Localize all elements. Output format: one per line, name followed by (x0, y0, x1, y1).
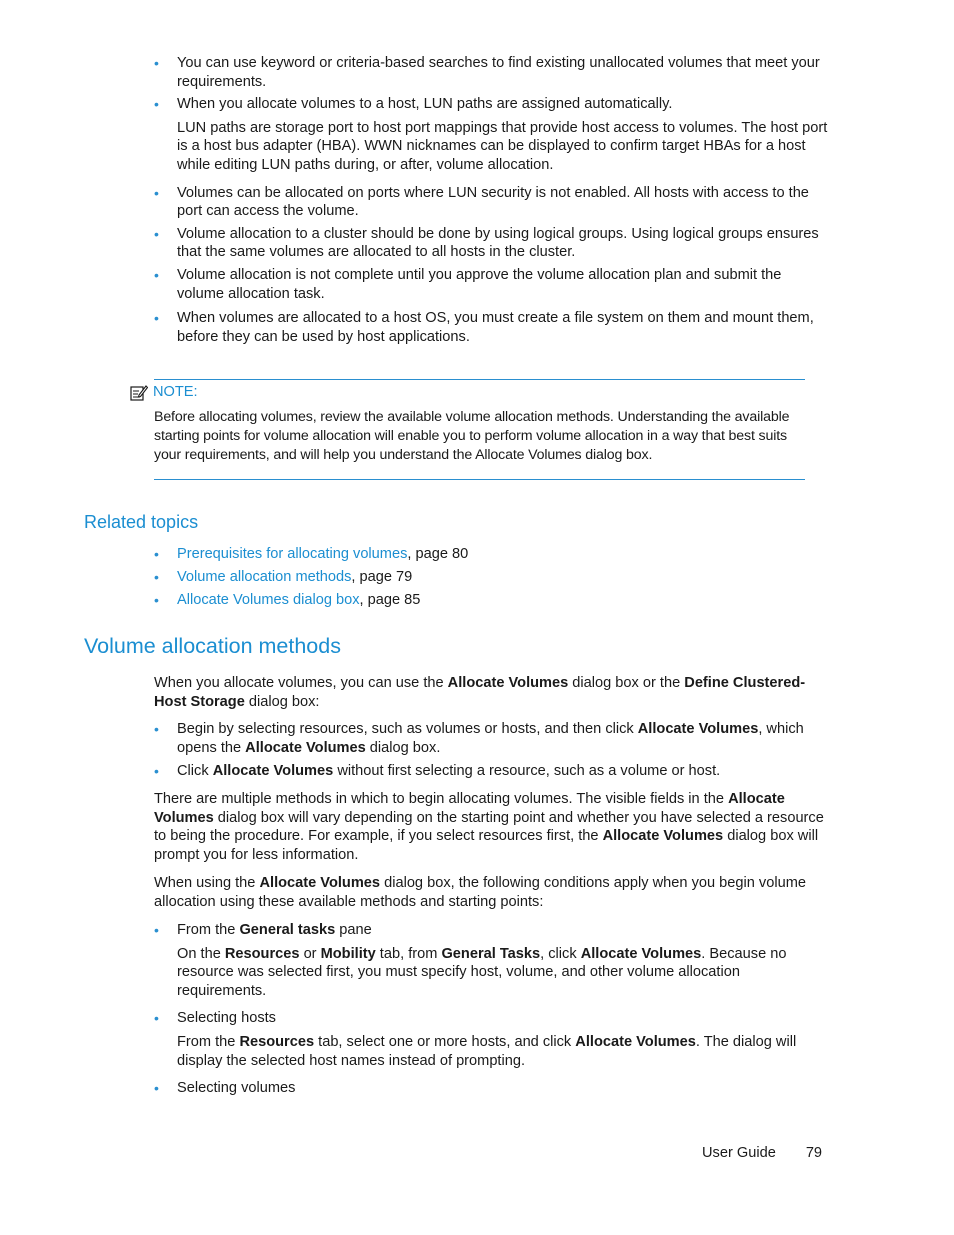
related-topics-heading: Related topics (84, 512, 199, 532)
intro-bullet-list (154, 54, 830, 346)
note-label: NOTE: (130, 383, 198, 402)
list-item-detail: LUN paths are storage port to host port mappings that provide host access to volumes. The host port is a host bus adapter (HBA). WWN nicknames can be displayed to confirm target HBAs for a host while editing LUN paths during, or after, volume allocation. (177, 119, 828, 173)
note-text: Before allocating volumes, review the available volume allocation methods. Understanding the available starting points for volume allocation will enable you to perform volume allocation in a way that best suits your requirements, and will help you understand the Allocate Volumes dialog box. (154, 409, 790, 463)
list-item: • Begin by selecting resources, such as volumes or hosts, and then click Allocate Volumes, which opens the Allocate Volumes dialog box. (154, 720, 830, 757)
section-intro: When you allocate volumes, you can use the Allocate Volumes dialog box or the Define Clustered-Host Storage dialog box: (154, 675, 806, 710)
note-bottom-rule (154, 479, 805, 480)
list-item: • Click Allocate Volumes without first selecting a resource, such as a volume or host. (154, 762, 830, 781)
section-heading: Volume allocation methods (84, 634, 341, 658)
list-item-detail: On the Resources or Mobility tab, from General Tasks, click Allocate Volumes. Because no resource was selected first, you must specify host, volume, and other volume allocation requirements. (177, 945, 787, 999)
list-item: • Allocate Volumes dialog box, page 85 (154, 591, 830, 610)
allocation-start-list (154, 720, 830, 781)
methods-list (154, 921, 830, 1098)
list-item: • When you allocate volumes to a host, LUN paths are assigned automatically. LUN paths are storage port to host port mappings that provide host access to volumes. The host port is a host bus adapter (HBA). WWN nicknames can be displayed to confirm target HBAs for a host while editing LUN paths during, or after, volume allocation. (154, 95, 830, 174)
list-item: • Volume allocation to a cluster should be done by using logical groups. Using logical groups ensures that the same volumes are allocated to all hosts in the cluster. (154, 225, 830, 262)
related-link-methods[interactable]: Volume allocation methods (177, 569, 352, 586)
methods-paragraph: There are multiple methods in which to begin allocating volumes. The visible fields in the Allocate Volumes dialog box will vary depending on the starting point and whether you have selected a resource to being the procedure. For example, if you select resources first, the Allocate Volumes dialog box will prompt you for less information. (154, 791, 824, 863)
list-item: • Volume allocation methods, page 79 (154, 568, 830, 587)
list-item: • Volumes can be allocated on ports where LUN security is not enabled. All hosts with access to the port can access the volume. (154, 184, 830, 221)
note-top-rule (154, 379, 805, 380)
related-link-prerequisites[interactable]: Prerequisites for allocating volumes (177, 546, 408, 562)
related-topics-list (154, 545, 830, 610)
list-item: • From the General tasks pane On the Resources or Mobility tab, from General Tasks, click Allocate Volumes. Because no resource was selected first, you must specify host, volume, and other volume allocation requirements. (154, 921, 830, 1000)
conditions-paragraph: When using the Allocate Volumes dialog box, the following conditions apply when you begin volume allocation using these available methods and starting points: (154, 875, 806, 910)
list-item: • Prerequisites for allocating volumes, page 80 (154, 545, 830, 564)
list-item: • Selecting hosts From the Resources tab, select one or more hosts, and click Allocate Volumes. The dialog will display the selected host names instead of prompting. (154, 1009, 830, 1070)
list-item-detail: From the Resources tab, select one or more hosts, and click Allocate Volumes. The dialog will display the selected host names instead of prompting. (177, 1033, 797, 1069)
page-footer (702, 1144, 822, 1163)
note-icon (130, 384, 148, 401)
list-item: • Selecting volumes (154, 1079, 830, 1098)
list-item: • Volume allocation is not complete until you approve the volume allocation plan and submit the volume allocation task. (154, 266, 830, 303)
page-number: 79 (805, 1145, 823, 1161)
footer-label: User Guide (702, 1145, 776, 1161)
list-item: • When volumes are allocated to a host OS, you must create a file system on them and mount them, before they can be used by host applications. (154, 309, 830, 346)
list-item: • You can use keyword or criteria-based searches to find existing unallocated volumes that meet your requirements. (154, 54, 830, 91)
related-link-dialog-box[interactable]: Allocate Volumes dialog box (177, 592, 360, 609)
